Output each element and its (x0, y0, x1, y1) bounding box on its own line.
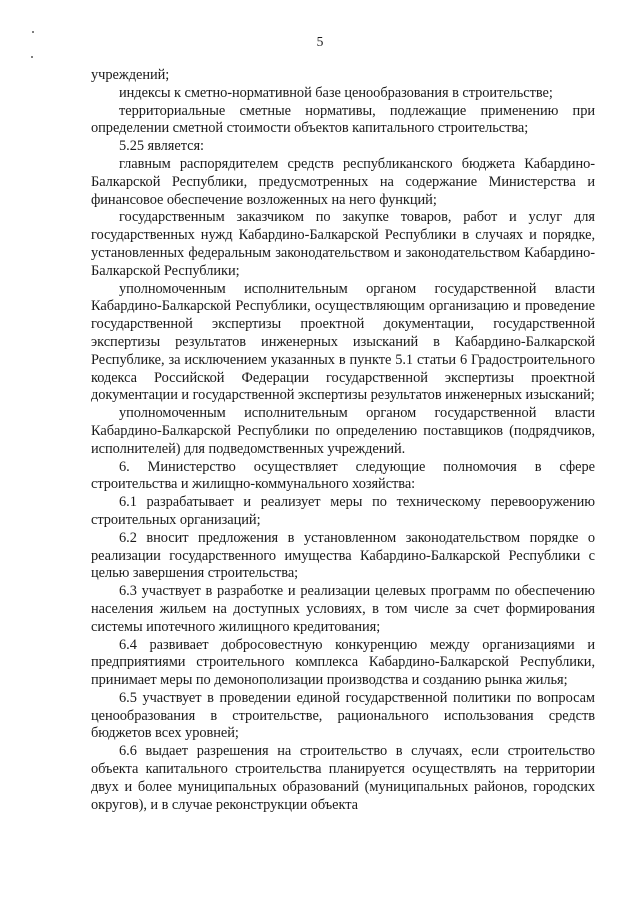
paragraph: 6.2 вносит предложения в установленном законодательством порядке о реализации государственного имущества Кабардино-Балкарской Республики с целью завершения строительства; (91, 529, 595, 582)
paragraph: 5.25 является: (119, 138, 204, 155)
paragraph: главным распорядителем средств республиканского бюджета Кабардино-Балкарской Республики, предусмотренных на содержание Министерства и финансовое обеспечение возложенных на него функций; (91, 155, 595, 208)
paragraph: 6.6 выдает разрешения на строительство в случаях, если строительство объекта капитального строительства планируется осуществлять на территории двух и более муниципальных образований (муниципальных районов, городских округов), и в случае реконструкции объекта (91, 743, 595, 813)
paragraph: государственным заказчиком по закупке товаров, работ и услуг для государственных нужд Кабардино-Балкарской Республики в случаях и порядке, установленных федеральным законодательством и законодательством Кабардино-Балкарской Республики; (91, 209, 595, 279)
paragraph: 6.1 разрабатывает и реализует меры по техническому перевооружению строительных организаций; (91, 494, 595, 528)
scan-speck (32, 31, 34, 33)
paragraph: уполномоченным исполнительным органом государственной власти Кабардино-Балкарской Республики по определению поставщиков (подрядчиков, исполнителей) для подведомственных учреждений. (91, 405, 595, 457)
paragraph: учреждений; (91, 67, 170, 83)
paragraph: уполномоченным исполнительным органом государственной власти Кабардино-Балкарской Республики, осуществляющим организацию и проведение государственной экспертизы проектной документации, государственной экспертизы результатов инженерных изысканий в Кабардино-Балкарской Республике, за исключением указанных в пункте 5.1 статьи 6 Градостроительного кодекса Российской Федерации государственной экспертизы проектной документации и государственной экспертизы результатов инженерных изысканий; (91, 280, 595, 404)
paragraph: индексы к сметно-нормативной базе ценообразования в строительстве; (119, 84, 553, 101)
document-body (91, 67, 595, 814)
paragraph: 6.5 участвует в проведении единой государственной политики по вопросам ценообразования в строительстве, рационального использования средств бюджетов всех уровней; (91, 689, 595, 742)
paragraph: 6. Министерство осуществляет следующие полномочия в сфере строительства и жилищно-коммунального хозяйства: (91, 458, 595, 493)
paragraph: территориальные сметные нормативы, подлежащие применению при определении сметной стоимости объектов капитального строительства; (91, 102, 595, 137)
paragraph: 6.3 участвует в разработке и реализации целевых программ по обеспечению населения жильем на доступных условиях, в том числе за счет формирования системы ипотечного жилищного кредитования; (91, 583, 595, 635)
page-number: 5 (316, 34, 324, 49)
scan-speck (31, 56, 33, 58)
paragraph: 6.4 развивает добросовестную конкуренцию между организациями и предприятиями строительного комплекса Кабардино-Балкарской Республики, принимает меры по демонополизации производства и созданию рынка жилья; (91, 636, 595, 689)
